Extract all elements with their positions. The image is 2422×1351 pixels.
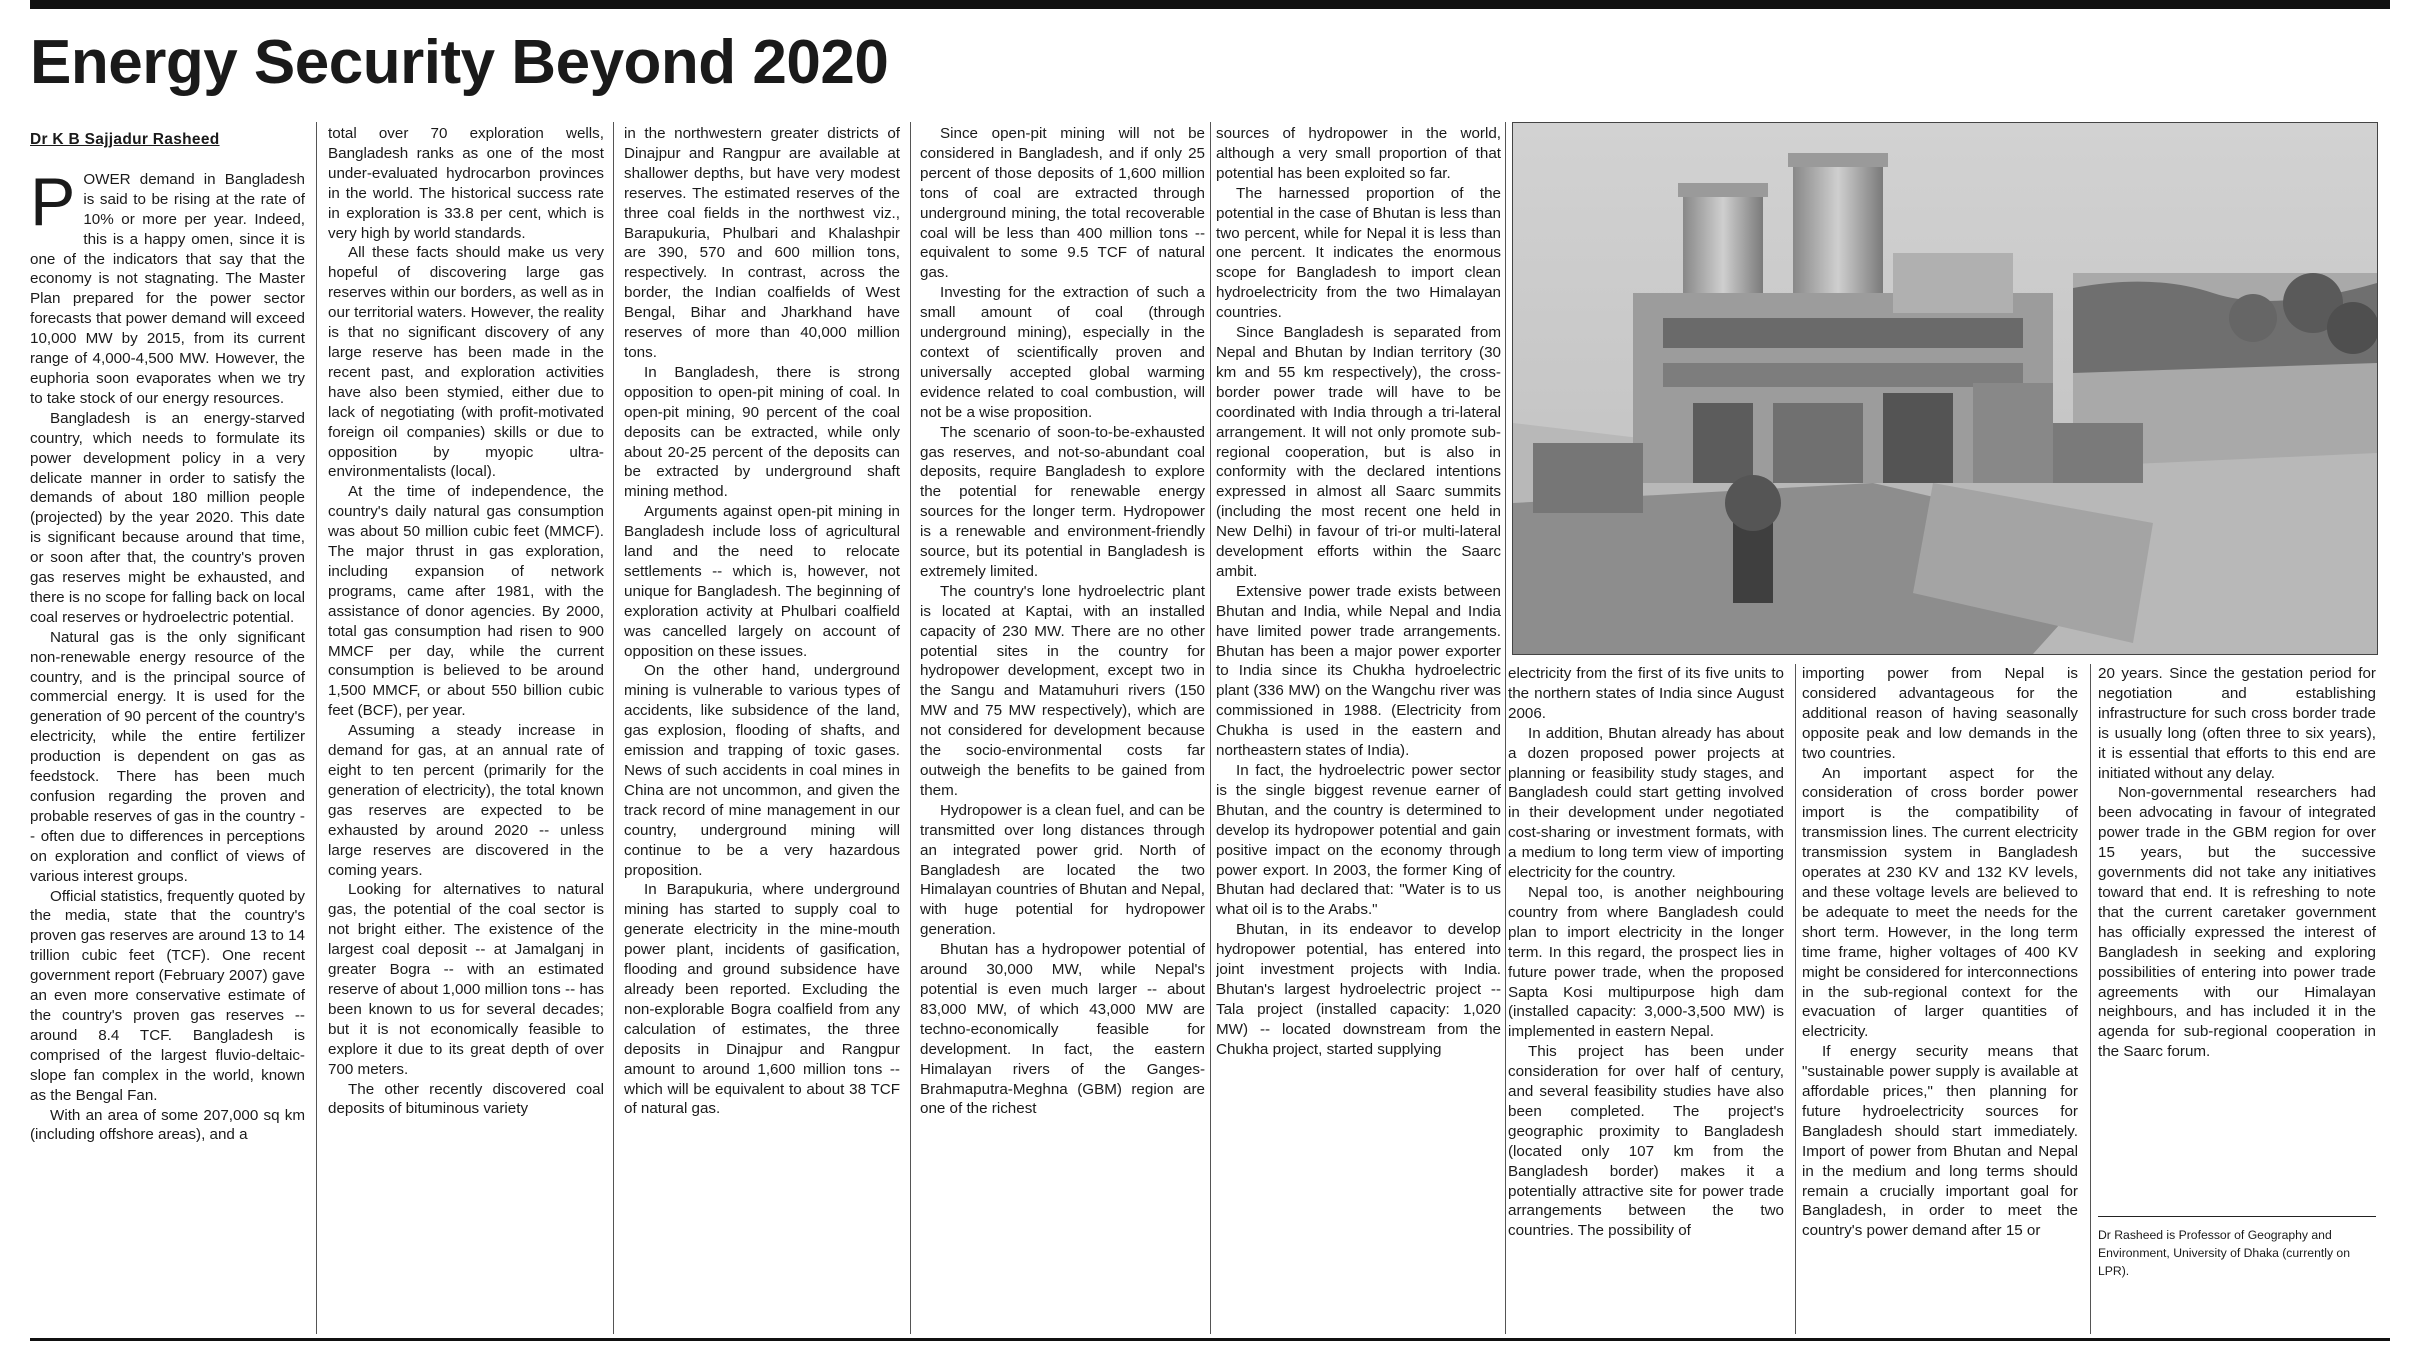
paragraph: Non-governmental researchers had been advocating in favour of integrated power trade in the GBM region for over 15 years, but the successive governments did not take any initiatives toward that end. It is refreshing to note that the current caretaker government has officially expressed the interest of Bangladesh in seeking and exploring possibilities of entering into power trade agreements with our Himalayan neighbours, and has included it in the agenda for sub-regional cooperation in the Saarc forum. [2098, 784, 2376, 1061]
column-divider [910, 122, 911, 1334]
bottom-rule [30, 1338, 2390, 1341]
column-divider [1210, 122, 1211, 1334]
paragraph: In addition, Bhutan already has about a dozen proposed power projects at planning or feasibility study stages, and Bangladesh could start getting involved in their development under negotiated cost-sharing or investment formats, with a medium to long term view of importing electricity for the country. [1508, 724, 1784, 882]
article-column-3 [624, 124, 900, 1336]
article-column-5 [1216, 124, 1501, 1336]
paragraph: Looking for alternatives to natural gas, the potential of the coal sector is not bright either. The existence of the largest coal deposit -- at Jamalganj in greater Bogra -- with an estimated reserve of about 1,000 million tons -- has been known to us for several decades; but it is not economically feasible to explore it due to its great depth of over 700 meters. [328, 881, 604, 1078]
paragraph: 20 years. Since the gestation period for negotiation and establishing infrastructure for such cross border trade is usually long (often three to six years), it is essential that efforts to this end are initiated without any delay. [2098, 665, 2376, 782]
paragraph: Bhutan, in its endeavor to develop hydropower potential, has entered into joint investment projects with India. Bhutan's largest hydroelectric project -- Tala project (installed capacity: 1,020 MW) -- located downstream from the Chukha project, started supplying [1216, 921, 1501, 1058]
paragraph: With an area of some 207,000 sq km (including offshore areas), and a [30, 1106, 305, 1144]
article-column-2 [328, 124, 604, 1336]
paragraph: If energy security means that "sustainable power supply is available at affordable prices," then planning for future hydroelectricity sources for Bangladesh should start immediately. Import of power from Bhutan and Nepal in the medium and long terms should remain a crucially important goal for Bangladesh, in order to meet the country's power demand after 15 or [1802, 1043, 2078, 1240]
paragraph: Since open-pit mining will not be considered in Bangladesh, and if only 25 percent of those deposits of 1,600 million tons of coal are extracted through underground mining, the total recoverable coal will be less than 400 million tons -- equivalent to some 9.5 TCF of natural gas. [920, 125, 1205, 282]
paragraph: Bangladesh is an energy-starved country, which needs to formulate its power development policy in a very delicate manner in order to satisfy the demands of about 180 million people (projected) by the year 2020. This date is significant because around that time, or soon after that, the country's proven gas reserves might be exhausted, and there is no scope for falling back on local coal reserves or hydroelectric potential. [30, 409, 305, 626]
paragraph-text: OWER demand in Bangladesh is said to be rising at the rate of 10% or more per year. Indeed, this is a happy omen, since it is one of the indicators that say that the economy is not stagnating. The Master Plan prepared for the power sector forecasts that power demand will exceed 10,000 MW by 2015, from its current range of 4,000-4,500 MW. However, the euphoria soon evaporates when we try to take stock of our energy resources. [30, 170, 305, 407]
paragraph: An important aspect for the consideration of cross border power import is the compatibility of transmission lines. The current electricity transmission system in Bangladesh operates at 230 KV and 132 KV levels, and these voltage levels are believed to be adequate to meet the needs for the short term. However, in the long term time frame, higher voltages of 400 KV might be considered for interconnections in the sub-regional context for the evacuation of larger quantities of electricity. [1802, 764, 2078, 1041]
paragraph: importing power from Nepal is considered advantageous for the additional reason of having seasonally opposite peak and low demands in the two countries. [1802, 665, 2078, 762]
byline: Dr K B Sajjadur Rasheed [30, 131, 220, 148]
paragraph: Since Bangladesh is separated from Nepal and Bhutan by Indian territory (30 km and 55 km respectively), the cross-border power trade will have to be coordinated with India through a tri-lateral arrangement. It will not only promote sub-regional cooperation, but is also in conformity with the declared intentions expressed in almost all Saarc summits (including the most recent one held in New Delhi) in favour of tri-or multi-lateral development efforts within the Saarc ambit. [1216, 324, 1501, 580]
paragraph: In Barapukuria, where underground mining has started to supply coal to generate electricity in the mine-mouth power plant, incidents of gasification, flooding and ground subsidence have already been reported. Excluding the non-explorable Bogra coalfield from any calculation of estimates, the three deposits in Dinajpur and Rangpur amount to around 1,600 million tons -- which will be equivalent to about 38 TCF of natural gas. [624, 881, 900, 1118]
article-column-6 [1508, 664, 1784, 1336]
paragraph: Hydropower is a clean fuel, and can be transmitted over long distances through an integrated power grid. North of Bangladesh are located the two Himalayan countries of Bhutan and Nepal, with huge potential for hydropower generation. [920, 801, 1205, 939]
column-divider [2090, 664, 2091, 1334]
column-divider [1795, 664, 1796, 1334]
paragraph: The harnessed proportion of the potential in the case of Bhutan is less than two percent, while for Nepal it is less than one percent. It indicates the enormous scope for Bangladesh to import clean hydroelectricity from the two Himalayan countries. [1216, 184, 1501, 322]
paragraph [30, 163, 305, 409]
paragraph: in the northwestern greater districts of Dinajpur and Rangpur are available at shallower depths, but have very modest reserves. The estimated reserves of the three coal fields in the northwest viz., Barapukuria, Phulbari and Khalashpir are 390, 570 and 600 million tons, respectively. In contrast, across the border, the Indian coalfields of West Bengal, Bihar and Jharkhand have reserves of more than 40,000 million tons. [624, 125, 900, 361]
column-divider [1505, 122, 1506, 1334]
paragraph: Natural gas is the only significant non-renewable energy resource of the country, and is the principal source of commercial energy. It is used for the generation of 90 percent of the country's electricity, while the entire fertilizer production is dependent on gas as feedstock. There has been much confusion regarding the proven and probable reserves of gas in the country -- often due to differences in perceptions on exploration and conflict of views of various interest groups. [30, 628, 305, 885]
paragraph: Assuming a steady increase in demand for gas, at an annual rate of eight to ten percent (primarily for the generation of electricity), the total known gas reserves are expected to be exhausted by around 2020 -- unless large reserves are discovered in the coming years. [328, 722, 604, 879]
paragraph: Investing for the extraction of such a small amount of coal (through underground mining), especially in the context of scientifically proven and universally accepted global warming evidence related to coal combustion, will not be a wise proposition. [920, 284, 1205, 421]
paragraph: Official statistics, frequently quoted by the media, state that the country's proven gas reserves are around 13 to 14 trillion cubic feet (TCF). One recent government report (February 2007) gave an even more conservative estimate of the country's proven gas reserves -- around 8.4 TCF. Bangladesh is comprised of the largest fluvio-deltaic-slope fan complex in the world, known as the Bengal Fan. [30, 887, 305, 1104]
paragraph: total over 70 exploration wells, Bangladesh ranks as one of the most under-evaluated hydrocarbon provinces in the world. The historical success rate in exploration is 33.8 per cent, which is very high by world standards. [328, 125, 604, 242]
paragraph: The other recently discovered coal deposits of bituminous variety [328, 1080, 604, 1118]
paragraph: In fact, the hydroelectric power sector is the single biggest revenue earner of Bhutan, and the country is determined to develop its hydropower potential and gain positive impact on the economy through power export. In 2003, the former King of Bhutan had declared that: "Water is to us what oil is to the Arabs." [1216, 762, 1501, 919]
paragraph: sources of hydropower in the world, although a very small proportion of that potential has been exploited so far. [1216, 125, 1501, 182]
paragraph: Arguments against open-pit mining in Bangladesh include loss of agricultural land and the need to relocate settlements -- which is, however, not unique for Bangladesh. The beginning of exploration activity at Phulbari coalfield was cancelled largely on account of opposition on these issues. [624, 503, 900, 660]
paragraph: Extensive power trade exists between Bhutan and India, while Nepal and India have limited power trade arrangements. Bhutan has been a major power exporter to India since its Chukha hydroelectric plant (336 MW) on the Wangchu river was commissioned in 1988. (Electricity from Chukha is used in the eastern and northeastern states of India). [1216, 582, 1501, 760]
top-rule [30, 0, 2390, 9]
article-column-7 [1802, 664, 2078, 1336]
author-bio: Dr Rasheed is Professor of Geography and Environment, University of Dhaka (currently on LPR). [2098, 1228, 2350, 1278]
paragraph: In Bangladesh, there is strong opposition to open-pit mining of coal. In open-pit mining, 90 percent of the coal deposits can be extracted, while only about 20-25 percent of the deposits can be extracted by underground shaft mining method. [624, 363, 900, 501]
paragraph: Nepal too, is another neighbouring country from where Bangladesh could plan to import electricity in the longer term. In this regard, the prospect lies in future power trade, when the proposed Sapta Kosi multipurpose high dam (installed capacity: 3,000-3,500 MW) is implemented in eastern Nepal. [1508, 883, 1784, 1041]
article-column-4 [920, 124, 1205, 1336]
paragraph: The country's lone hydroelectric plant is located at Kaptai, with an installed capacity of 230 MW. There are no other potential sites in the country for hydropower development, except two in the Sangu and Matamuhuri rivers (150 MW and 75 MW respectively), which are not considered for development because the socio-environmental costs far outweigh the benefits to be gained from them. [920, 582, 1205, 799]
power-plant-photo [1512, 122, 2378, 655]
paragraph: electricity from the first of its five units to the northern states of India since August 2006. [1508, 665, 1784, 722]
paragraph: The scenario of soon-to-be-exhausted gas reserves, and not-so-abundant coal deposits, require Bangladesh to explore the potential for renewable energy sources for the longer term. Hydropower is a renewable and environment-friendly source, but its potential in Bangladesh is extremely limited. [920, 423, 1205, 580]
power-plant-icon [1513, 123, 2377, 654]
column-divider [613, 122, 614, 1334]
column-divider [316, 122, 317, 1334]
headline: Energy Security Beyond 2020 [30, 28, 889, 97]
paragraph: At the time of independence, the country's daily natural gas consumption was about 50 million cubic feet (MMCF). The major thrust in gas exploration, including expansion of network programs, came after 1981, with the assistance of donor agencies. By 2000, total gas consumption had risen to 900 MMCF per day, while the current consumption is believed to be around 1,500 MMCF, or about 550 billion cubic feet (BCF), per year. [328, 483, 604, 720]
paragraph: This project has been under consideration for over half of century, and several feasibility studies have also been completed. The project's geographic proximity to Bangladesh (located only 107 km from the Bangladesh border) makes it a potentially attractive site for power trade arrangements between the two countries. The possibility of [1508, 1043, 1784, 1240]
paragraph: On the other hand, underground mining is vulnerable to various types of accidents, like subsidence of the land, gas explosion, flooding of shafts, and emission and trapping of toxic gases. News of such accidents in coal mines in China are not uncommon, and given the track record of mine management in our country, underground mining will continue to be a very hazardous proposition. [624, 662, 900, 879]
dropcap: P [30, 163, 76, 240]
bio-divider [2098, 1216, 2376, 1217]
paragraph: Bhutan has a hydropower potential of around 30,000 MW, while Nepal's potential is even much larger -- about 83,000 MW, of which 43,000 MW are techno-economically feasible for development. In fact, the eastern Himalayan rivers of the Ganges-Brahmaputra-Meghna (GBM) region are one of the richest [920, 941, 1205, 1118]
article-column-1 [30, 124, 305, 1336]
paragraph: All these facts should make us very hopeful of discovering large gas reserves within our borders, as well as in our territorial waters. However, the reality is that no significant discovery of any large reserve has been made in the recent past, and exploration activities have also been stymied, either due to lack of negotiating (with profit-motivated foreign oil companies) skills or due to opposition by myopic ultra-environmentalists (local). [328, 244, 604, 481]
